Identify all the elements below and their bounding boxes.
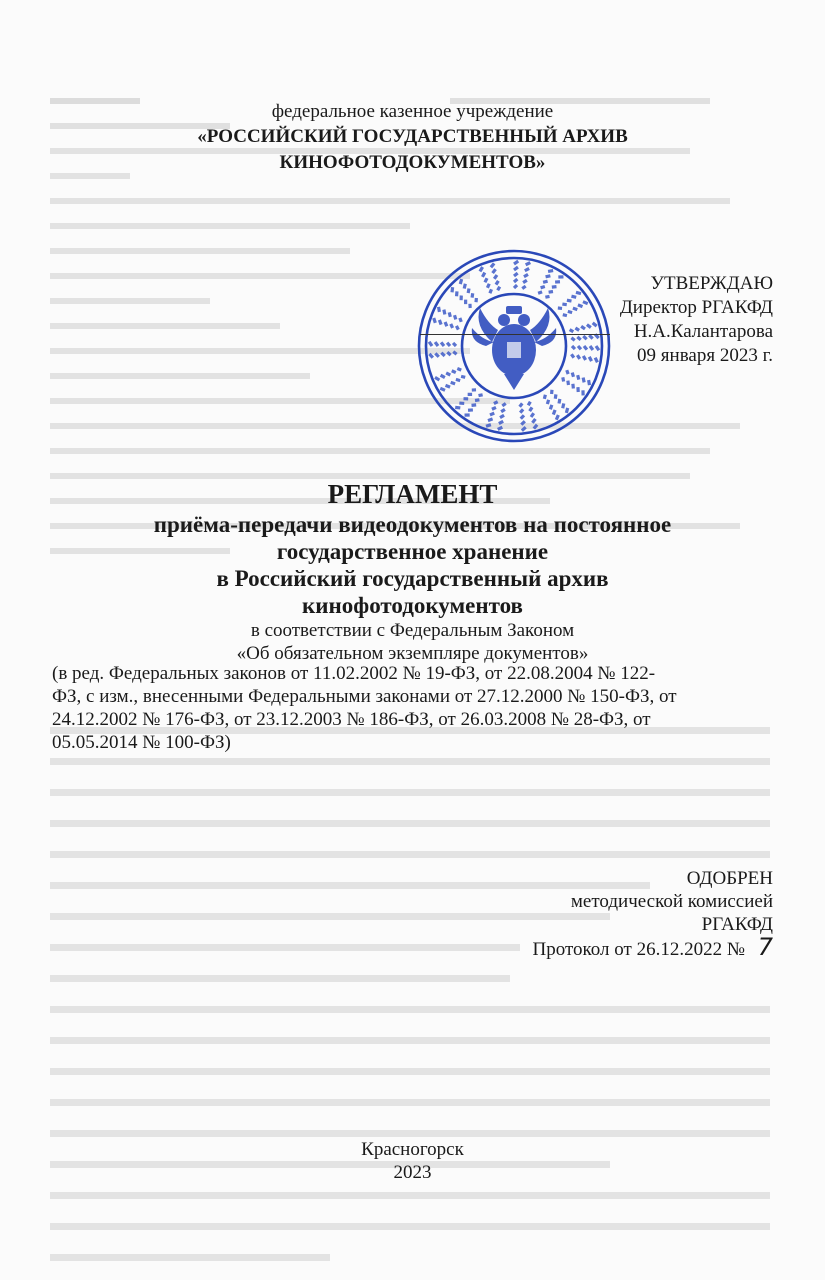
- approval-block: [620, 272, 773, 368]
- seal-lettering-mark: [482, 273, 484, 277]
- seal-lettering-mark: [446, 373, 450, 375]
- seal-lettering-mark: [444, 310, 445, 315]
- regulation-subtitle-line-1: приёма-передачи видеодокументов на постоянное: [153, 512, 672, 537]
- seal-lettering-mark: [572, 346, 575, 349]
- seal-lettering-mark: [447, 352, 450, 355]
- seal-lettering-mark: [520, 403, 523, 406]
- seal-lettering-mark: [571, 338, 574, 341]
- seal-lettering-mark: [441, 342, 444, 346]
- seal-lettering-mark: [460, 279, 461, 284]
- seal-shape: [506, 306, 522, 314]
- seal-lettering-mark: [461, 376, 465, 377]
- seal-lettering-mark: [583, 302, 588, 304]
- seal-lettering-mark: [545, 296, 549, 297]
- seal-lettering-mark: [522, 427, 526, 430]
- amendments-line-2: ФЗ, с изм., внесенными Федеральными законами от 27.12.2000 № 150-ФЗ, от: [52, 686, 677, 707]
- amendments-line-1: (в ред. Федеральных законов от 11.02.2002 № 19-ФЗ, от 22.08.2004 № 122-: [52, 663, 656, 684]
- seal-lettering-mark: [439, 307, 440, 312]
- seal-lettering-mark: [485, 278, 487, 282]
- seal-lettering-mark: [480, 267, 483, 271]
- regulation-subtitle-line-3: в Российский государственный архив: [216, 566, 609, 591]
- seal-lettering-mark: [553, 410, 555, 415]
- seal-lettering-mark: [486, 425, 491, 427]
- seal-lettering-mark: [567, 300, 572, 301]
- seal-lettering-mark: [559, 399, 560, 404]
- seal-lettering-mark: [534, 425, 537, 429]
- seal-lettering-mark: [457, 369, 461, 371]
- seal-lettering-mark: [589, 357, 591, 361]
- seal-lettering-mark: [453, 352, 456, 355]
- protocol-text: Протокол от 26.12.2022 №: [532, 939, 745, 960]
- seal-lettering-mark: [435, 377, 439, 380]
- seal-lettering-mark: [514, 267, 518, 270]
- seal-lettering-mark: [555, 394, 556, 398]
- seal-lettering-mark: [447, 343, 450, 346]
- seal-lettering-mark: [523, 280, 527, 282]
- seal-lettering-mark: [521, 415, 524, 418]
- seal-lettering-mark: [538, 292, 542, 293]
- seal-lettering-mark: [453, 343, 456, 346]
- amendments-line-4: 05.05.2014 № 100-ФЗ): [52, 732, 231, 753]
- seal-lettering-mark: [514, 279, 517, 282]
- seal-lettering-mark: [494, 402, 498, 404]
- seal-lettering-mark: [440, 388, 445, 390]
- signature-mark: [420, 334, 610, 335]
- seal-lettering-mark: [441, 353, 444, 356]
- seal-lettering-mark: [548, 271, 553, 272]
- seal-lettering-mark: [468, 289, 469, 294]
- regulation-subtitle-line-2: государственное хранение: [276, 539, 549, 564]
- approval-date: 09 января 2023 г.: [637, 345, 773, 366]
- seal-lettering-mark: [451, 382, 455, 383]
- seal-lettering-mark: [456, 379, 460, 380]
- seal-lettering-mark: [451, 324, 453, 328]
- seal-lettering-mark: [581, 326, 585, 329]
- seal-lettering-mark: [514, 273, 518, 276]
- seal-lettering-mark: [435, 342, 438, 346]
- seal-lettering-mark: [445, 385, 450, 387]
- seal-lettering-mark: [530, 407, 532, 411]
- seal-lettering-mark: [475, 400, 479, 401]
- seal-lettering-mark: [524, 274, 528, 276]
- official-seal-stamp: [414, 246, 614, 446]
- seal-lettering-mark: [577, 337, 580, 340]
- seal-shape: [504, 374, 524, 390]
- seal-lettering-mark: [456, 326, 458, 330]
- seal-lettering-mark: [549, 292, 553, 293]
- seal-lettering-mark: [429, 342, 432, 346]
- approval-name: [620, 320, 773, 344]
- seal-lettering-mark: [573, 308, 577, 309]
- seal-lettering-mark: [435, 353, 438, 356]
- seal-lettering-mark: [455, 315, 456, 319]
- seal-lettering-mark: [593, 323, 597, 326]
- seal-lettering-mark: [567, 370, 568, 374]
- footer-block: [0, 1138, 825, 1184]
- approval-position: Директор РГАКФД: [619, 297, 773, 318]
- regulation-basis-line-1: в соответствии с Федеральным Законом: [250, 620, 575, 641]
- seal-lettering-mark: [490, 289, 492, 293]
- seal-lettering-mark: [583, 356, 585, 360]
- seal-lettering-mark: [583, 378, 584, 383]
- regulation-title: РЕГЛАМЕНТ: [327, 479, 498, 509]
- protocol-number-handwritten: 7: [757, 933, 773, 961]
- seal-lettering-mark: [563, 315, 567, 316]
- seal-lettering-mark: [439, 320, 441, 325]
- seal-lettering-mark: [501, 409, 505, 411]
- org-name-line-2: КИНОФОТОДОКУМЕНТОВ»: [279, 152, 546, 173]
- footer-year: 2023: [393, 1162, 432, 1183]
- seal-lettering-mark: [434, 318, 436, 323]
- org-type: федеральное казенное учреждение: [271, 101, 554, 122]
- seal-shape: [518, 314, 530, 326]
- org-header: [0, 100, 825, 176]
- seal-lettering-mark: [590, 346, 593, 350]
- seal-lettering-mark: [455, 407, 460, 408]
- seal-lettering-mark: [541, 287, 545, 288]
- seal-lettering-mark: [493, 269, 496, 273]
- seal-lettering-mark: [502, 403, 505, 405]
- seal-lettering-mark: [490, 413, 494, 415]
- seal-shape: [498, 314, 510, 326]
- seal-lettering-mark: [500, 415, 504, 417]
- seal-lettering-mark: [544, 395, 545, 399]
- seal-lettering-mark: [572, 373, 573, 377]
- seal-lettering-mark: [547, 400, 548, 404]
- seal-lettering-mark: [563, 377, 564, 381]
- seal-lettering-mark: [584, 346, 587, 350]
- seal-lettering-mark: [578, 375, 579, 380]
- seal-lettering-mark: [589, 335, 592, 338]
- seal-lettering-mark: [568, 381, 569, 385]
- seal-lettering-mark: [577, 355, 579, 359]
- regulation-title-block: [0, 477, 825, 665]
- seal-lettering-mark: [464, 284, 465, 289]
- seal-lettering-mark: [499, 421, 503, 423]
- approval-heading: УТВЕРЖДАЮ: [650, 273, 773, 294]
- seal-lettering-mark: [532, 419, 535, 423]
- seal-lettering-mark: [596, 346, 599, 350]
- seal-lettering-mark: [587, 325, 591, 328]
- seal-lettering-mark: [570, 330, 574, 332]
- seal-lettering-mark: [520, 409, 523, 412]
- seal-lettering-mark: [556, 415, 558, 420]
- seal-lettering-mark: [498, 287, 500, 291]
- seal-lettering-mark: [578, 346, 581, 349]
- org-name-line-1: «РОССИЙСКИЙ ГОСУДАРСТВЕННЫЙ АРХИВ: [197, 126, 628, 147]
- seal-lettering-mark: [562, 304, 566, 305]
- seal-lettering-mark: [543, 281, 548, 282]
- seal-lettering-mark: [521, 421, 524, 424]
- regulation-basis-line-2: «Об обязательном экземпляре документов»: [236, 643, 589, 664]
- seal-lettering-mark: [528, 402, 530, 406]
- seal-lettering-mark: [460, 318, 461, 322]
- seal-lettering-mark: [571, 296, 576, 297]
- bleed-through-text-lower: [50, 685, 775, 1273]
- seal-lettering-mark: [566, 408, 567, 413]
- seal-lettering-mark: [546, 276, 551, 277]
- seal-lettering-mark: [472, 293, 473, 297]
- seal-lettering-mark: [571, 354, 573, 357]
- seal-lettering-mark: [525, 268, 529, 270]
- seal-lettering-mark: [494, 275, 497, 279]
- seal-lettering-mark: [478, 395, 482, 396]
- approved-heading: ОДОБРЕН: [686, 868, 773, 889]
- seal-lettering-mark: [488, 419, 493, 421]
- approved-body: методической комиссией: [570, 891, 773, 912]
- seal-lettering-mark: [452, 287, 453, 292]
- seal-lettering-mark: [522, 286, 525, 288]
- regulation-subtitle-line-4: кинофотодокументов: [302, 593, 523, 618]
- seal-shape: [507, 342, 521, 358]
- seal-lettering-mark: [526, 263, 531, 265]
- seal-lettering-mark: [498, 427, 503, 429]
- seal-lettering-mark: [595, 358, 597, 363]
- approval-name-text: Н.А.Калантарова: [633, 321, 773, 342]
- footer-city: Красногорск: [361, 1139, 464, 1160]
- seal-lettering-mark: [445, 322, 447, 326]
- seal-lettering-mark: [568, 311, 572, 312]
- seal-lettering-mark: [578, 305, 583, 307]
- seal-lettering-mark: [441, 375, 445, 377]
- seal-lettering-mark: [429, 354, 432, 358]
- approved-protocol: [532, 933, 773, 961]
- seal-lettering-mark: [514, 285, 517, 288]
- seal-lettering-mark: [576, 292, 581, 293]
- seal-lettering-mark: [449, 312, 450, 317]
- seal-lettering-mark: [589, 380, 590, 385]
- seal-lettering-mark: [531, 413, 534, 417]
- seal-lettering-mark: [452, 371, 456, 373]
- seal-lettering-mark: [487, 284, 489, 288]
- seal-lettering-mark: [575, 328, 579, 330]
- seal-lettering-mark: [563, 403, 564, 408]
- seal-lettering-mark: [583, 336, 586, 339]
- approved-by-block: [533, 867, 773, 961]
- seal-lettering-mark: [496, 281, 498, 285]
- seal-lettering-mark: [550, 405, 551, 409]
- approved-org: РГАКФД: [701, 914, 773, 935]
- seal-lettering-mark: [491, 263, 494, 267]
- seal-lettering-mark: [514, 261, 518, 264]
- seal-lettering-mark: [492, 407, 496, 409]
- amendments-line-3: 24.12.2002 № 176-ФЗ, от 23.12.2003 № 186-ФЗ, от 26.03.2008 № 28-ФЗ, от: [52, 709, 651, 730]
- amendments-block: [52, 662, 782, 754]
